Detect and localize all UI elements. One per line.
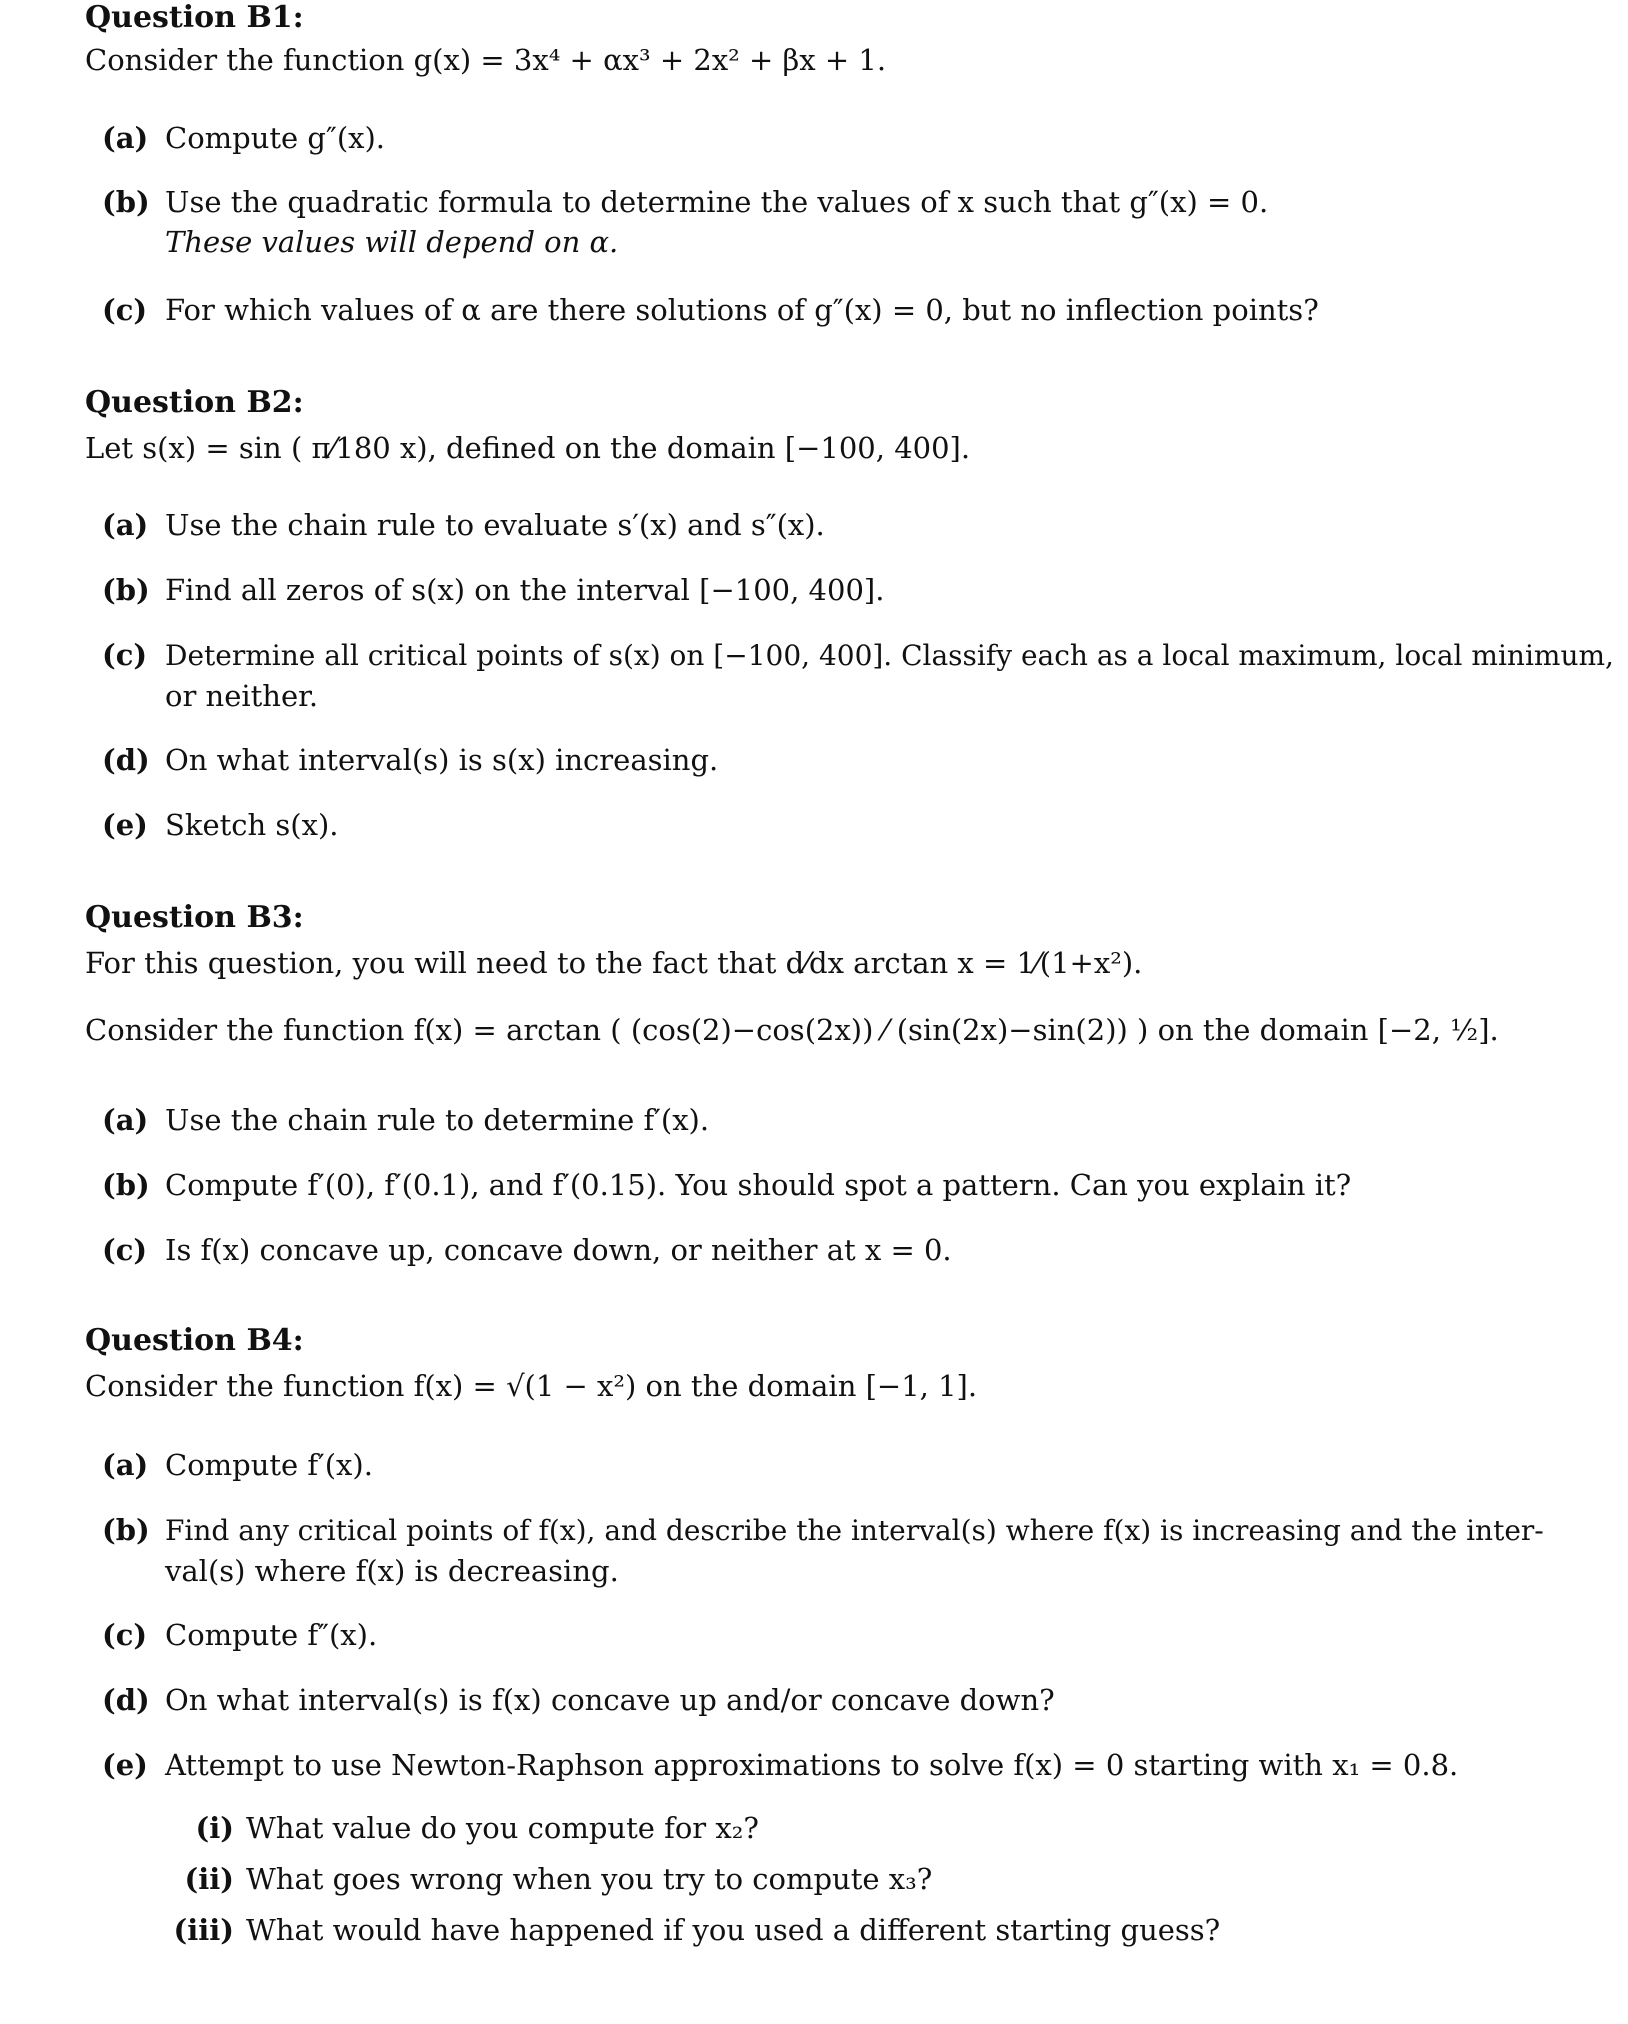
part-label: (c) (102, 1233, 148, 1267)
part-text: Find all zeros of s(x) on the interval [−100, 400]. (165, 573, 885, 607)
question-b3-function: Consider the function f(x) = arctan ( (cos(2)−cos(2x)) ⁄ (sin(2x)−sin(2)) ) on the domain [−2, ½]. (85, 1013, 1499, 1047)
question-b3-intro: For this question, you will need to the fact that d⁄dx arctan x = 1⁄(1+x²). (85, 946, 1143, 980)
subpart-label: (iii) (173, 1913, 234, 1947)
part-text: For which values of α are there solutions of g″(x) = 0, but no inflection points? (165, 293, 1319, 327)
question-b2-part-b (102, 570, 884, 610)
question-b4-part-b (102, 1510, 1544, 1591)
part-text-continued: or neither. (165, 679, 319, 713)
part-note: These values will depend on α. (165, 225, 619, 259)
question-b1-part-b (102, 182, 1268, 262)
part-text: Use the chain rule to evaluate s′(x) and s″(x). (165, 508, 825, 542)
question-b4-intro: Consider the function f(x) = √(1 − x²) on the domain [−1, 1]. (85, 1369, 978, 1403)
part-text: Compute f′(x). (165, 1448, 373, 1482)
part-text: Compute g″(x). (165, 121, 386, 155)
question-b2-part-d (102, 740, 718, 780)
question-b2-title: Question B2: (85, 385, 304, 420)
question-b1-part-a (102, 118, 385, 158)
part-text: Is f(x) concave up, concave down, or neither at x = 0. (165, 1233, 952, 1267)
question-b1-title: Question B1: (85, 0, 304, 35)
subpart-label: (i) (195, 1811, 234, 1845)
part-label: (a) (102, 1448, 149, 1482)
question-b2-part-e (102, 805, 338, 845)
question-b4-title: Question B4: (85, 1323, 304, 1358)
subpart-text: What goes wrong when you try to compute x₃? (246, 1862, 933, 1896)
part-text: On what interval(s) is f(x) concave up and/or concave down? (165, 1683, 1055, 1717)
part-text: On what interval(s) is s(x) increasing. (165, 743, 719, 777)
part-label: (d) (102, 1683, 150, 1717)
part-text: Determine all critical points of s(x) on [−100, 400]. Classify each as a local maximum, local minimum, (165, 639, 1614, 672)
subpart-label: (ii) (184, 1862, 234, 1896)
part-text: Sketch s(x). (165, 808, 339, 842)
question-b4-part-c (102, 1615, 377, 1655)
question-b2-intro: Let s(x) = sin ( π⁄180 x), defined on the domain [−100, 400]. (85, 431, 971, 465)
part-text: Find any critical points of f(x), and describe the interval(s) where f(x) is increasing and the inter- (165, 1514, 1544, 1547)
subpart-text: What value do you compute for x₂? (246, 1811, 759, 1845)
part-label: (a) (102, 508, 149, 542)
question-b4-subpart-iii (158, 1910, 1220, 1950)
part-label: (e) (102, 1748, 148, 1782)
part-label: (e) (102, 808, 148, 842)
part-label: (c) (102, 1618, 148, 1652)
question-b2-part-c (102, 635, 1614, 716)
subpart-text: What would have happened if you used a different starting guess? (246, 1913, 1221, 1947)
part-label: (b) (102, 573, 150, 607)
question-b4-subpart-ii (158, 1859, 932, 1899)
question-b4-part-d (102, 1680, 1055, 1720)
part-text: Use the chain rule to determine f′(x). (165, 1103, 710, 1137)
question-b3-title: Question B3: (85, 900, 304, 935)
part-label: (a) (102, 121, 149, 155)
part-text-continued: val(s) where f(x) is decreasing. (165, 1554, 619, 1588)
part-label: (b) (102, 1168, 150, 1202)
part-label: (d) (102, 743, 150, 777)
question-b3-part-c (102, 1230, 952, 1270)
question-b3-part-a (102, 1100, 709, 1140)
question-b4-subpart-i (158, 1808, 759, 1848)
question-b4-part-a (102, 1445, 373, 1485)
part-label: (c) (102, 638, 148, 672)
question-b4-part-e (102, 1745, 1458, 1785)
question-b3-part-b (102, 1165, 1351, 1205)
part-text: Use the quadratic formula to determine the values of x such that g″(x) = 0. (165, 185, 1269, 219)
part-text: Attempt to use Newton-Raphson approximations to solve f(x) = 0 starting with x₁ = 0.8. (165, 1748, 1459, 1782)
part-label: (c) (102, 293, 148, 327)
part-text: Compute f″(x). (165, 1618, 378, 1652)
question-b2-part-a (102, 505, 825, 545)
question-b1-part-c (102, 290, 1319, 330)
part-label: (b) (102, 1513, 150, 1547)
question-b1-intro: Consider the function g(x) = 3x⁴ + αx³ + 2x² + βx + 1. (85, 43, 887, 77)
part-label: (a) (102, 1103, 149, 1137)
part-text: Compute f′(0), f′(0.1), and f′(0.15). You should spot a pattern. Can you explain it? (165, 1168, 1352, 1202)
part-label: (b) (102, 185, 150, 219)
